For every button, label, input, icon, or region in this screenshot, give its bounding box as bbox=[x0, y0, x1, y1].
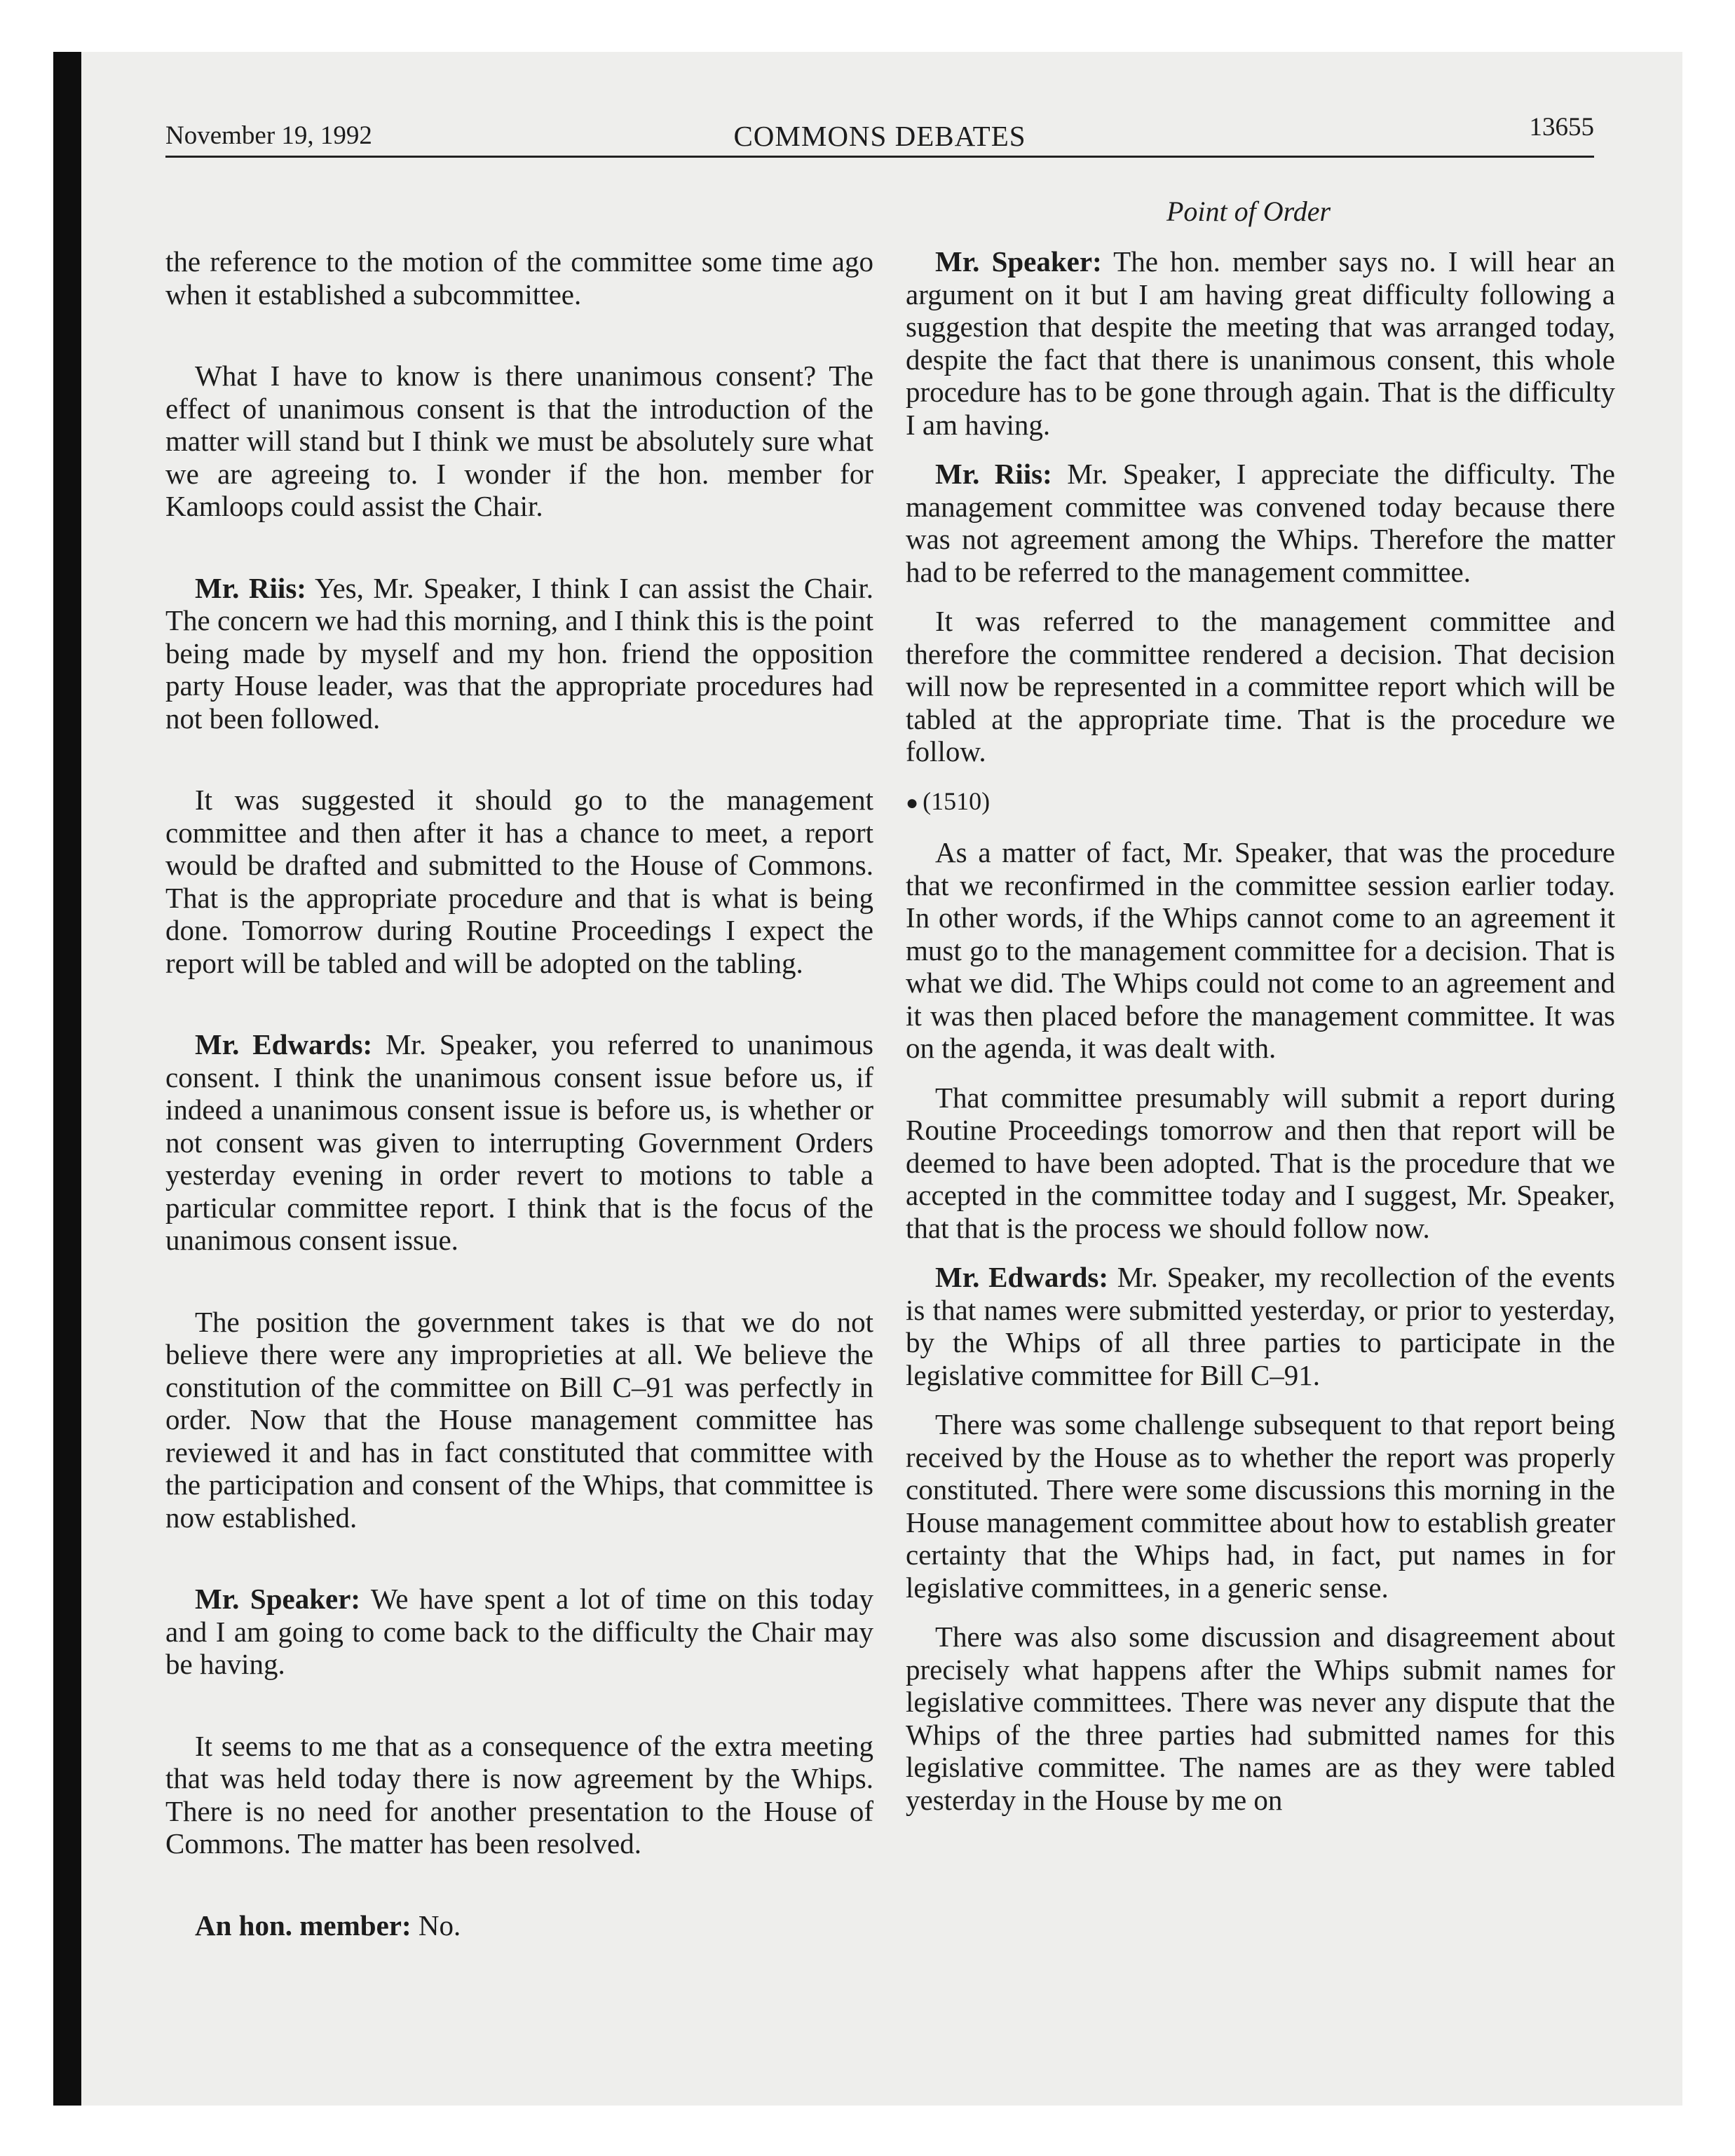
paragraph-text: We have spent a lot of time on this today and I am going to come back to the difficulty the Chair may be having. bbox=[165, 1583, 873, 1680]
paragraph-text: The position the government takes is that we do not believe there were any improprieties at all. We believe the constitution of the committee on Bill C–91 was perfectly in order. Now that the House management committee has reviewed it and has in fact constituted that committee with the participation and consent of the Whips, that committee is now established. bbox=[165, 1305, 873, 1534]
right-column bbox=[906, 245, 1615, 1833]
scan-edge-bar bbox=[53, 52, 81, 2106]
paragraph bbox=[906, 605, 1615, 768]
paragraph bbox=[165, 245, 873, 311]
paragraph-text: No. bbox=[418, 1909, 461, 1942]
header-date: November 19, 1992 bbox=[165, 121, 372, 150]
speaker-name: Mr. Edwards: bbox=[195, 1028, 373, 1060]
paragraph-text: Mr. Speaker, my recollection of the events is that names were submitted yesterday, or prior to yesterday, by the Whips of all three parties to participate in the legislative committee for Bill C–91. bbox=[906, 1261, 1616, 1391]
paragraph-text: There was also some discussion and disagreement about precisely what happens after the Whips submit names for legislative committees. There was never any dispute that the Whips of the three parties had submitted names for this legislative committee. The names are as they were tabled yesterday in the House by me on bbox=[906, 1621, 1615, 1816]
paragraph bbox=[165, 1909, 873, 1942]
paragraph bbox=[165, 1583, 873, 1681]
page-header bbox=[165, 112, 1594, 157]
paragraph bbox=[165, 1028, 873, 1257]
paragraph-text: The hon. member says no. I will hear an argument on it but I am having great difficulty following a suggestion that despite the meeting that was arranged today, despite the fact that there is unanimous consent, this whole procedure has to be gone through again. That is the difficulty I am having. bbox=[906, 245, 1615, 441]
paragraph bbox=[165, 1730, 873, 1860]
paragraph-text: Mr. Speaker, you referred to unanimous consent. I think the unanimous consent issue before us, if indeed a unanimous consent issue is before us, is whether or not consent was given to interrupting Government Orders yesterday evening in order revert to motions to table a particular committee report. I think that is the focus of the unanimous consent issue. bbox=[165, 1028, 874, 1256]
paragraph-text: As a matter of fact, Mr. Speaker, that was the procedure that we reconfirmed in the committee session earlier today. In other words, if the Whips cannot come to an agreement it must go to the management committee for a decision. That is what we did. The Whips could not come to an agreement and it was then placed before the management committee. It was on the agenda, it was dealt with. bbox=[906, 836, 1615, 1064]
paragraph-text: It was referred to the management committee and therefore the committee rendered a decision. That decision will now be represented in a committee report which will be tabled at the appropriate time. That is the procedure we follow. bbox=[906, 605, 1615, 767]
paragraph-text: There was some challenge subsequent to that report being received by the House as to whether the report was properly constituted. There were some discussions this morning in the House management committee about how to establish greater certainty that the Whips had, in fact, put names in for legislative committees, in a generic sense. bbox=[906, 1408, 1615, 1604]
paragraph bbox=[165, 572, 873, 735]
paragraph bbox=[906, 1261, 1615, 1391]
timestamp-marker bbox=[906, 785, 1615, 820]
speaker-name: Mr. Speaker: bbox=[195, 1583, 361, 1615]
paragraph-text: It seems to me that as a consequence of the extra meeting that was held today there is now agreement by the Whips. There is no need for another presentation to the House of Commons. The matter has been resolved. bbox=[165, 1729, 873, 1860]
left-column bbox=[165, 245, 873, 1991]
paragraph-text: What I have to know is there unanimous consent? The effect of unanimous consent is that the introduction of the matter will stand but I think we must be absolutely sure what we are agreeing to. I wonder if the hon. member for Kamloops could assist the Chair. bbox=[165, 360, 873, 522]
speaker-name: Mr. Speaker: bbox=[935, 245, 1102, 278]
paragraph bbox=[165, 360, 873, 523]
paragraph-text: It was suggested it should go to the management committee and then after it has a chance to meet, a report would be drafted and submitted to the House of Commons. That is the appropriate procedure and that is what is being done. Tomorrow during Routine Proceedings I expect the report will be tabled and will be adopted on the tabling. bbox=[165, 784, 873, 979]
paragraph bbox=[906, 836, 1615, 1065]
paragraph bbox=[906, 245, 1615, 441]
paragraph bbox=[906, 1082, 1615, 1245]
page-number: 13655 bbox=[1529, 113, 1594, 142]
paragraph-text: Mr. Speaker, I appreciate the difficulty. The management committee was convened today because there was not agreement among the Whips. Therefore the matter had to be referred to the management committee. bbox=[906, 458, 1616, 588]
paragraph-text: the reference to the motion of the committee some time ago when it established a subcommittee. bbox=[165, 245, 873, 311]
speaker-name: Mr. Edwards: bbox=[935, 1261, 1109, 1293]
paragraph bbox=[165, 1306, 873, 1534]
paragraph bbox=[906, 458, 1615, 588]
paragraph bbox=[165, 784, 873, 979]
section-heading: Point of Order bbox=[1166, 196, 1331, 227]
paragraph bbox=[906, 1621, 1615, 1816]
speaker-name: Mr. Riis: bbox=[935, 458, 1052, 490]
header-title: COMMONS DEBATES bbox=[733, 120, 1026, 152]
speaker-name: An hon. member: bbox=[195, 1909, 411, 1942]
paragraph bbox=[906, 1408, 1615, 1604]
header-rule bbox=[165, 156, 1594, 158]
timestamp-text: (1510) bbox=[923, 786, 991, 815]
bullet-icon: ● bbox=[906, 791, 919, 814]
paragraph-text: That committee presumably will submit a report during Routine Proceedings tomorrow and then that report will be deemed to have been adopted. That is the procedure that we accepted in the committee today and I suggest, Mr. Speaker, that that is the process we should follow now. bbox=[906, 1081, 1615, 1244]
speaker-name: Mr. Riis: bbox=[195, 571, 306, 604]
paragraph-text: Yes, Mr. Speaker, I think I can assist the Chair. The concern we had this morning, and I think this is the point being made by myself and my hon. friend the opposition party House leader, was that the appropriate procedures had not been followed. bbox=[165, 571, 874, 735]
